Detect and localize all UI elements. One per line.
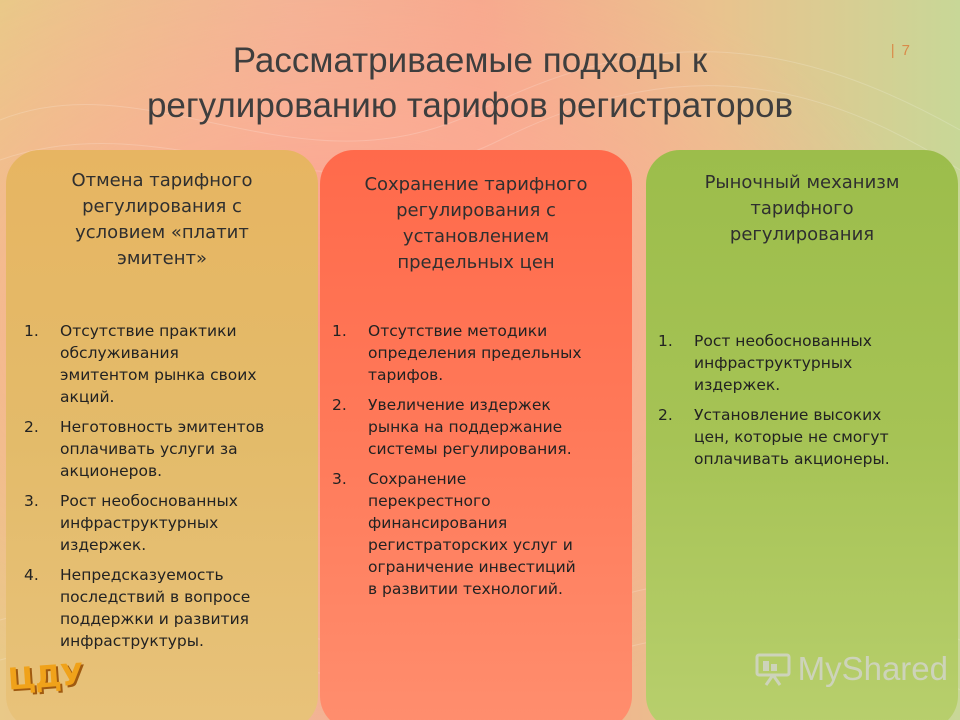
panel-list [658, 330, 943, 478]
page-number-separator: | [890, 42, 895, 59]
list-item-number: 3. [24, 492, 39, 510]
presentation-board-icon [754, 651, 792, 687]
list-item [332, 468, 622, 600]
list-item-number: 2. [658, 406, 673, 424]
panel-list [24, 320, 309, 660]
list-item [24, 490, 309, 556]
slide-title [40, 38, 900, 128]
list-item-number: 1. [24, 322, 39, 340]
list-item-text: Сохранение перекрестного финансирования регистраторских услуг и ограничение инвестиций в развитии технологий. [368, 470, 576, 598]
list-item-text: Рост необоснованных инфраструктурных издержек. [694, 332, 872, 394]
list-item-text: Непредсказуемость последствий в вопросе поддержки и развития инфраструктуры. [60, 566, 251, 650]
list-item-number: 2. [332, 396, 347, 414]
list-item-text: Неготовность эмитентов оплачивать услуги за акционеров. [60, 418, 265, 480]
cdu-logo: ЦДУ [6, 657, 84, 698]
list-item-text: Отсутствие практики обслуживания эмитентом рынка своих акций. [60, 322, 257, 406]
slide-title-text: Рассматриваемые подходы к регулированию тарифов регистраторов [146, 41, 794, 125]
list-item-text: Рост необоснованных инфраструктурных издержек. [60, 492, 238, 554]
list-item [332, 320, 622, 386]
list-item [332, 394, 622, 460]
list-item-number: 2. [24, 418, 39, 436]
myshared-watermark-text: MyShared [797, 650, 948, 687]
myshared-watermark [754, 650, 948, 688]
list-item-text: Установление высоких цен, которые не смогут оплачивать акционеры. [694, 406, 890, 468]
approach-panel-price-caps [320, 150, 632, 720]
list-item-text: Отсутствие методики определения предельных тарифов. [368, 322, 582, 384]
list-item [658, 404, 943, 470]
panel-heading: Сохранение тарифного регулирования с установлением предельных цен [364, 174, 588, 273]
list-item-number: 4. [24, 566, 39, 584]
panel-list [332, 320, 622, 608]
approach-panel-market-mechanism [646, 150, 958, 720]
approach-panel-cancel-regulation [6, 150, 318, 720]
list-item [658, 330, 943, 396]
page-number [891, 42, 910, 59]
list-item-number: 3. [332, 470, 347, 488]
list-item-text: Увеличение издержек рынка на поддержание системы регулирования. [368, 396, 572, 458]
list-item [24, 416, 309, 482]
list-item-number: 1. [332, 322, 347, 340]
page-number-value: 7 [901, 42, 910, 59]
list-item [24, 320, 309, 408]
list-item [24, 564, 309, 652]
panel-heading: Отмена тарифного регулирования с условием «платит эмитент» [71, 170, 253, 269]
panel-heading: Рыночный механизм тарифного регулирования [704, 172, 900, 245]
list-item-number: 1. [658, 332, 673, 350]
